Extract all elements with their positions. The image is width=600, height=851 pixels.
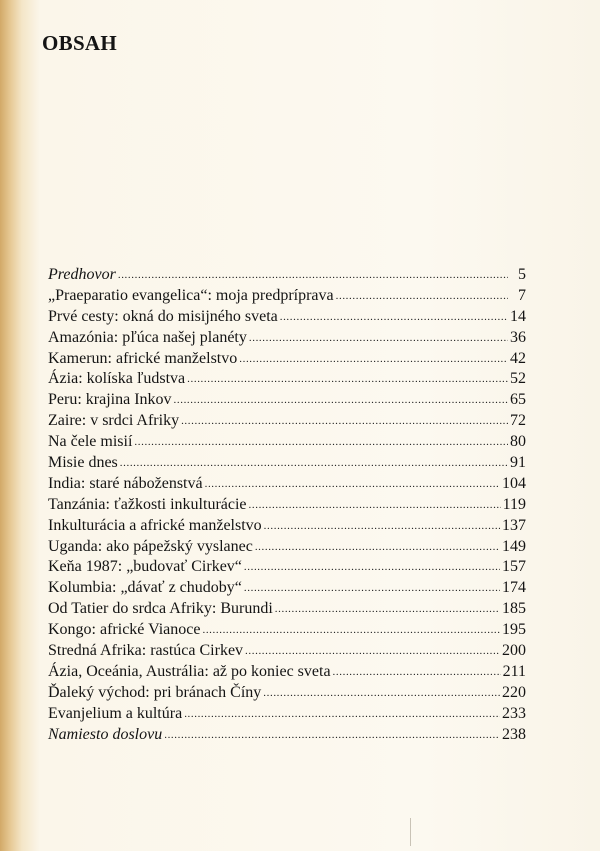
- toc-entry-page-number: 65: [510, 391, 526, 409]
- toc-entry-page-number: 137: [502, 516, 526, 534]
- toc-entry-title: Prvé cesty: okná do misijného sveta: [48, 307, 278, 325]
- toc-entry-page-number: 200: [502, 642, 526, 660]
- toc-entry-title: Amazónia: pľúca našej planéty: [48, 328, 247, 346]
- toc-entry-title: Stredná Afrika: rastúca Cirkev: [48, 642, 244, 660]
- toc-entry-title: Zaire: v srdci Afriky: [48, 412, 180, 430]
- toc-entry-page-number: 211: [502, 662, 526, 680]
- toc-entry: [48, 662, 526, 683]
- toc-dot-leader: [264, 515, 500, 537]
- toc-entry-page-number: 14: [510, 307, 526, 325]
- toc-entry-page-number: 104: [502, 474, 526, 492]
- toc-entry-page-number: 119: [502, 495, 526, 513]
- toc-entry-page-number: 185: [502, 600, 526, 618]
- scan-artifact-line: [410, 818, 411, 846]
- toc-entry-page-number: 174: [502, 579, 526, 597]
- toc-dot-leader: [202, 619, 500, 641]
- toc-entry-page-number: 42: [510, 349, 526, 367]
- toc-entry-page-number: 220: [502, 683, 526, 701]
- toc-entry: [48, 286, 526, 307]
- toc-dot-leader: [244, 577, 500, 599]
- toc-dot-leader: [245, 640, 500, 662]
- toc-dot-leader: [164, 724, 500, 746]
- toc-entry-title: Od Tatier do srdca Afriky: Burundi: [48, 600, 273, 618]
- toc-entry: [48, 495, 526, 516]
- toc-entry-title: Tanzánia: ťažkosti inkulturácie: [48, 495, 247, 513]
- toc-dot-leader: [336, 285, 508, 307]
- page-title: OBSAH: [42, 31, 118, 55]
- toc-dot-leader: [263, 682, 500, 704]
- toc-dot-leader: [239, 348, 508, 370]
- toc-entry-page-number: 36: [510, 328, 526, 346]
- toc-entry-page-number: 233: [502, 704, 526, 722]
- toc-dot-leader: [205, 473, 500, 495]
- toc-dot-leader: [249, 327, 508, 349]
- toc-dot-leader: [333, 661, 501, 683]
- toc-entry-page-number: 5: [518, 266, 526, 283]
- toc-entry-title: Peru: krajina Inkov: [48, 391, 172, 409]
- toc-entry: [48, 307, 526, 328]
- toc-dot-leader: [118, 264, 508, 286]
- toc-entry-title: Namiesto doslovu: [48, 725, 163, 743]
- toc-dot-leader: [181, 410, 508, 432]
- toc-entry-page-number: 52: [510, 370, 526, 388]
- toc-entry: [48, 349, 526, 370]
- toc-entry-title: India: staré náboženstvá: [48, 474, 203, 492]
- toc-entry-title: Ďaleký východ: pri bránach Číny: [48, 683, 262, 701]
- table-of-contents: [48, 265, 526, 745]
- toc-entry-title: Ázia: kolíska ľudstva: [48, 370, 186, 388]
- toc-entry: [48, 516, 526, 537]
- toc-entry: [48, 683, 526, 704]
- toc-entry-title: Inkulturácia a africké manželstvo: [48, 516, 262, 534]
- toc-entry-page-number: 72: [510, 412, 526, 430]
- toc-entry: [48, 474, 526, 495]
- toc-entry: [48, 725, 526, 746]
- toc-dot-leader: [275, 598, 500, 620]
- toc-dot-leader: [244, 556, 500, 578]
- toc-entry-page-number: 149: [502, 537, 526, 555]
- toc-entry: [48, 328, 526, 349]
- toc-entry-title: Kongo: africké Vianoce: [48, 621, 201, 639]
- toc-entry-title: „Praeparatio evangelica“: moja predprípravа: [48, 286, 334, 304]
- toc-dot-leader: [184, 703, 500, 725]
- toc-entry: [48, 265, 526, 286]
- toc-dot-leader: [280, 306, 508, 328]
- toc-entry: [48, 620, 526, 641]
- toc-dot-leader: [255, 536, 500, 558]
- toc-entry-page-number: 7: [518, 286, 526, 304]
- toc-entry: [48, 537, 526, 558]
- toc-entry: [48, 704, 526, 725]
- toc-entry-title: Kamerun: africké manželstvo: [48, 349, 238, 367]
- toc-entry-page-number: 195: [502, 621, 526, 639]
- toc-entry-page-number: 157: [502, 558, 526, 576]
- toc-entry: [48, 432, 526, 453]
- toc-dot-leader: [174, 389, 508, 411]
- toc-entry: [48, 369, 526, 390]
- toc-entry-title: Ázia, Oceánia, Austrália: až po koniec sveta: [48, 662, 331, 680]
- toc-entry: [48, 453, 526, 474]
- toc-entry: [48, 411, 526, 432]
- toc-entry: [48, 578, 526, 599]
- toc-entry-title: Na čele misií: [48, 433, 133, 451]
- toc-entry-title: Keňa 1987: „budovať Cirkev“: [48, 558, 242, 576]
- toc-entry-page-number: 91: [510, 454, 526, 472]
- toc-dot-leader: [249, 494, 501, 516]
- toc-entry: [48, 390, 526, 411]
- toc-entry-title: Misie dnes: [48, 454, 118, 472]
- toc-entry-title: Predhovor: [48, 266, 116, 283]
- toc-entry: [48, 641, 526, 662]
- toc-entry-page-number: 238: [502, 725, 526, 743]
- toc-entry-page-number: 80: [510, 433, 526, 451]
- toc-entry-title: Kolumbia: „dávať z chudoby“: [48, 579, 242, 597]
- toc-dot-leader: [134, 431, 508, 453]
- toc-entry-title: Uganda: ako pápežský vyslanec: [48, 537, 253, 555]
- toc-dot-leader: [120, 452, 508, 474]
- toc-entry: [48, 599, 526, 620]
- toc-dot-leader: [187, 368, 508, 390]
- toc-entry: [48, 557, 526, 578]
- toc-entry-title: Evanjelium a kultúra: [48, 704, 183, 722]
